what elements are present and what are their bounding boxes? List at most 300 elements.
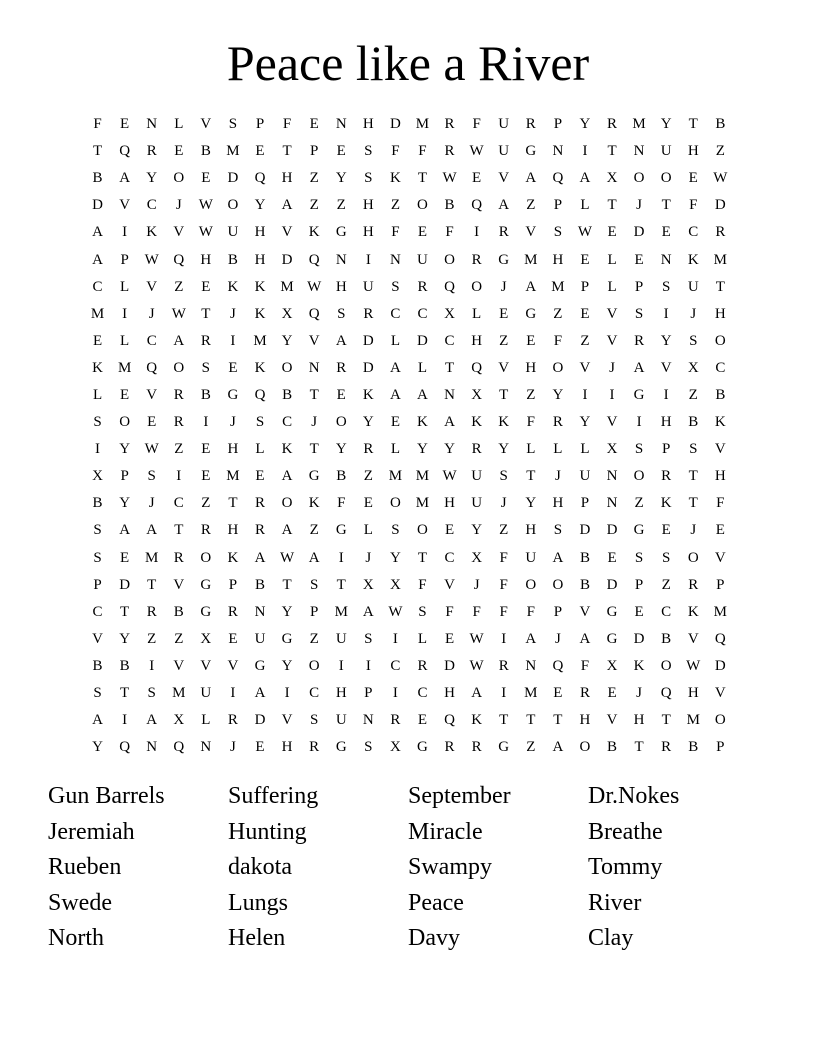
grid-letter: I — [284, 685, 290, 702]
grid-letter: G — [633, 522, 645, 539]
grid-letter: Q — [308, 251, 320, 268]
grid-letter: I — [203, 414, 209, 431]
grid-letter: B — [92, 495, 103, 512]
grid-letter: Z — [363, 468, 373, 485]
grid-letter: K — [714, 414, 726, 431]
word-list-item: Peace — [408, 889, 464, 916]
grid-letter: E — [390, 414, 400, 431]
grid-letter: K — [687, 603, 699, 620]
grid-letter: V — [146, 386, 158, 403]
grid-row — [84, 246, 734, 273]
grid-letter: T — [553, 712, 563, 729]
grid-letter: J — [554, 630, 561, 647]
grid-letter: K — [362, 386, 374, 403]
grid-letter: C — [390, 657, 401, 674]
grid-letter: R — [255, 522, 266, 539]
grid-letter: Z — [174, 441, 184, 458]
grid-letter: F — [499, 549, 508, 566]
grid-letter: C — [173, 495, 184, 512]
grid-letter: O — [227, 197, 239, 214]
grid-letter: P — [364, 685, 373, 702]
word-list-item: River — [588, 889, 642, 916]
grid-letter: F — [93, 116, 102, 133]
grid-letter: F — [526, 603, 535, 620]
grid-letter: X — [389, 739, 401, 756]
grid-letter: U — [335, 712, 347, 729]
grid-letter: P — [716, 576, 725, 593]
grid-letter: X — [606, 170, 618, 187]
grid-row — [84, 138, 734, 165]
grid-letter: N — [606, 495, 618, 512]
word-list-item: Lungs — [228, 889, 288, 916]
grid-letter: S — [391, 278, 400, 295]
grid-letter: W — [442, 468, 457, 485]
grid-letter: B — [715, 386, 726, 403]
grid-letter: J — [175, 197, 182, 214]
grid-letter: K — [660, 495, 672, 512]
grid-letter: R — [471, 739, 482, 756]
grid-letter: V — [606, 305, 618, 322]
grid-letter: H — [335, 685, 347, 702]
grid-letter: A — [281, 468, 293, 485]
grid-row — [84, 680, 734, 707]
grid-letter: R — [444, 116, 455, 133]
grid-letter: E — [147, 414, 157, 431]
grid-letter: R — [309, 739, 320, 756]
grid-letter: V — [444, 576, 455, 593]
grid-letter: S — [93, 522, 102, 539]
grid-letter: Y — [281, 603, 293, 620]
grid-letter: E — [255, 468, 265, 485]
grid-letter: R — [417, 278, 428, 295]
grid-letter: R — [552, 414, 563, 431]
grid-letter: J — [230, 305, 236, 322]
grid-letter: M — [117, 359, 132, 376]
grid-letter: E — [526, 332, 536, 349]
grid-letter: N — [335, 251, 347, 268]
grid-letter: E — [444, 630, 455, 647]
grid-letter: I — [636, 414, 642, 431]
grid-letter: H — [633, 712, 645, 729]
grid-letter: X — [362, 576, 374, 593]
grid-letter: R — [661, 468, 672, 485]
grid-letter: T — [417, 549, 428, 566]
grid-letter: H — [687, 143, 699, 160]
grid-letter: D — [606, 576, 618, 593]
grid-letter: F — [418, 143, 427, 160]
grid-letter: Q — [471, 359, 483, 376]
grid-letter: Y — [444, 441, 455, 458]
grid-letter: T — [92, 143, 103, 160]
grid-letter: T — [147, 576, 157, 593]
grid-letter: M — [280, 278, 294, 295]
grid-letter: Q — [254, 386, 266, 403]
grid-letter: Y — [254, 197, 266, 214]
grid-letter: G — [633, 386, 645, 403]
grid-row — [84, 165, 734, 192]
grid-letter: N — [552, 143, 564, 160]
grid-letter: R — [688, 576, 699, 593]
grid-letter: K — [281, 441, 293, 458]
word-list-item: Tommy — [588, 854, 663, 881]
grid-letter: X — [687, 359, 699, 376]
grid-letter: Y — [281, 657, 293, 674]
grid-letter: G — [417, 739, 428, 756]
grid-letter: U — [471, 495, 483, 512]
grid-letter: H — [254, 224, 266, 241]
grid-letter: J — [148, 495, 155, 512]
grid-letter: O — [660, 170, 672, 187]
grid-letter: E — [120, 386, 130, 403]
grid-letter: K — [471, 712, 483, 729]
grid-letter: J — [554, 468, 561, 485]
word-list — [48, 779, 768, 957]
grid-letter: U — [525, 549, 537, 566]
grid-letter: E — [228, 630, 238, 647]
grid-letter: E — [688, 170, 698, 187]
grid-letter: Q — [254, 170, 266, 187]
grid-letter: E — [363, 495, 373, 512]
grid-letter: E — [580, 305, 590, 322]
word-list-item: Miracle — [408, 818, 483, 845]
grid-letter: P — [120, 251, 129, 268]
grid-letter: W — [388, 603, 403, 620]
grid-letter: E — [174, 143, 184, 160]
grid-letter: F — [445, 224, 454, 241]
grid-letter: N — [389, 251, 401, 268]
grid-letter: K — [227, 278, 239, 295]
grid-letter: F — [499, 603, 508, 620]
grid-letter: Y — [525, 495, 537, 512]
grid-letter: U — [254, 630, 266, 647]
grid-letter: S — [337, 305, 346, 322]
grid-letter: G — [200, 576, 212, 593]
grid-letter: F — [418, 576, 427, 593]
grid-letter: A — [146, 712, 158, 729]
grid-letter: I — [392, 685, 398, 702]
grid-letter: C — [309, 685, 320, 702]
grid-letter: O — [335, 414, 347, 431]
grid-letter: V — [227, 657, 239, 674]
grid-letter: M — [415, 116, 430, 133]
grid-letter: T — [417, 170, 428, 187]
grid-letter: I — [474, 224, 480, 241]
grid-letter: D — [227, 170, 239, 187]
grid-letter: B — [92, 657, 103, 674]
grid-letter: E — [336, 386, 346, 403]
grid-letter: Z — [580, 332, 590, 349]
grid-row — [84, 545, 734, 572]
grid-letter: H — [552, 495, 564, 512]
grid-letter: K — [633, 657, 645, 674]
grid-letter: Y — [146, 170, 158, 187]
grid-letter: Y — [281, 332, 293, 349]
grid-letter: P — [553, 116, 563, 133]
grid-letter: J — [690, 305, 697, 322]
grid-letter: I — [338, 657, 344, 674]
grid-letter: F — [716, 495, 725, 512]
grid-letter: V — [173, 576, 185, 593]
grid-letter: S — [228, 116, 238, 133]
grid-letter: Y — [119, 495, 131, 512]
grid-letter: L — [553, 441, 563, 458]
grid-letter: R — [173, 549, 184, 566]
grid-letter: N — [660, 251, 672, 268]
grid-letter: Z — [526, 386, 536, 403]
grid-letter: O — [417, 197, 428, 214]
grid-letter: I — [176, 468, 182, 485]
grid-letter: R — [200, 522, 211, 539]
grid-letter: H — [579, 712, 591, 729]
grid-letter: Y — [389, 549, 401, 566]
grid-letter: V — [579, 603, 591, 620]
grid-row — [84, 301, 734, 328]
grid-letter: F — [337, 495, 346, 512]
grid-letter: P — [662, 441, 671, 458]
grid-letter: Q — [714, 630, 726, 647]
grid-letter: K — [254, 278, 266, 295]
grid-letter: B — [688, 414, 699, 431]
grid-letter: Z — [147, 630, 157, 647]
grid-letter: O — [687, 549, 699, 566]
grid-letter: Q — [308, 305, 320, 322]
grid-letter: E — [417, 224, 428, 241]
grid-letter: G — [606, 603, 618, 620]
grid-letter: T — [499, 712, 509, 729]
grid-letter: J — [473, 576, 480, 593]
grid-letter: E — [120, 116, 130, 133]
grid-letter: T — [607, 143, 617, 160]
grid-letter: Q — [660, 685, 672, 702]
grid-letter: N — [200, 739, 212, 756]
word-list-item: Swede — [48, 889, 112, 916]
grid-letter: W — [144, 441, 159, 458]
word-list-item: Hunting — [228, 818, 307, 845]
grid-letter: E — [472, 170, 482, 187]
grid-letter: A — [308, 549, 320, 566]
grid-letter: X — [444, 305, 455, 322]
grid-letter: R — [146, 143, 157, 160]
grid-letter: S — [662, 278, 671, 295]
grid-letter: I — [365, 657, 371, 674]
grid-letter: A — [119, 522, 131, 539]
grid-letter: A — [579, 630, 591, 647]
grid-letter: L — [174, 116, 184, 133]
grid-letter: R — [498, 657, 509, 674]
grid-letter: Z — [553, 305, 563, 322]
grid-letter: S — [147, 685, 156, 702]
grid-letter: A — [633, 359, 645, 376]
grid-letter: P — [634, 278, 644, 295]
word-list-item: Swampy — [408, 854, 492, 881]
grid-letter: D — [714, 197, 726, 214]
grid-letter: M — [713, 251, 727, 268]
grid-letter: C — [715, 359, 726, 376]
grid-letter: J — [609, 359, 615, 376]
grid-letter: T — [688, 468, 698, 485]
grid-letter: V — [92, 630, 103, 647]
grid-letter: A — [281, 197, 293, 214]
grid-letter: D — [362, 332, 374, 349]
grid-letter: A — [335, 332, 347, 349]
grid-letter: Z — [499, 332, 509, 349]
grid-letter: V — [146, 278, 158, 295]
grid-letter: A — [281, 522, 293, 539]
grid-letter: D — [633, 224, 645, 241]
grid-letter: S — [255, 414, 265, 431]
grid-letter: E — [607, 685, 617, 702]
grid-letter: X — [606, 441, 618, 458]
grid-letter: J — [230, 739, 236, 756]
grid-letter: X — [471, 549, 483, 566]
grid-row — [84, 111, 734, 138]
grid-letter: T — [499, 386, 509, 403]
grid-letter: U — [362, 278, 374, 295]
grid-letter: Q — [444, 278, 455, 295]
grid-letter: E — [499, 305, 509, 322]
grid-letter: Q — [471, 197, 483, 214]
grid-letter: A — [444, 414, 455, 431]
grid-row — [84, 436, 734, 463]
grid-letter: M — [524, 251, 538, 268]
grid-letter: D — [714, 657, 726, 674]
grid-letter: N — [335, 116, 347, 133]
grid-letter: O — [281, 495, 293, 512]
grid-letter: X — [606, 657, 618, 674]
grid-letter: A — [92, 224, 103, 241]
grid-letter: S — [364, 143, 373, 160]
grid-letter: V — [714, 685, 726, 702]
grid-letter: K — [254, 359, 266, 376]
grid-letter: G — [335, 224, 347, 241]
grid-letter: L — [607, 251, 617, 268]
grid-letter: P — [553, 197, 563, 214]
grid-letter: V — [173, 224, 185, 241]
grid-letter: E — [255, 739, 265, 756]
grid-letter: Z — [174, 278, 184, 295]
grid-letter: Q — [146, 359, 158, 376]
grid-letter: R — [417, 657, 428, 674]
grid-letter: A — [417, 386, 428, 403]
grid-letter: W — [713, 170, 728, 187]
grid-letter: P — [553, 603, 563, 620]
grid-letter: C — [146, 197, 157, 214]
grid-letter: W — [469, 630, 484, 647]
grid-letter: T — [120, 603, 130, 620]
grid-letter: W — [198, 224, 213, 241]
grid-letter: K — [308, 224, 320, 241]
grid-letter: U — [227, 224, 239, 241]
grid-letter: D — [633, 630, 645, 647]
grid-letter: P — [93, 576, 102, 593]
grid-letter: A — [389, 359, 401, 376]
grid-letter: R — [390, 712, 401, 729]
grid-letter: O — [579, 739, 591, 756]
grid-letter: F — [445, 603, 454, 620]
grid-letter: X — [389, 576, 401, 593]
grid-letter: Y — [119, 441, 131, 458]
grid-row — [84, 734, 734, 761]
grid-letter: R — [227, 712, 238, 729]
grid-letter: T — [444, 359, 455, 376]
grid-letter: Z — [309, 170, 319, 187]
grid-letter: Q — [552, 657, 564, 674]
grid-letter: S — [93, 414, 102, 431]
grid-letter: D — [92, 197, 103, 214]
grid-letter: A — [525, 630, 537, 647]
grid-letter: Q — [552, 170, 564, 187]
grid-row — [84, 707, 734, 734]
grid-letter: R — [200, 332, 211, 349]
grid-letter: A — [92, 251, 103, 268]
grid-letter: M — [226, 468, 240, 485]
grid-letter: V — [119, 197, 131, 214]
grid-letter: S — [201, 359, 211, 376]
grid-letter: S — [93, 685, 102, 702]
grid-letter: Q — [173, 251, 185, 268]
grid-letter: L — [363, 522, 373, 539]
grid-letter: N — [362, 712, 374, 729]
grid-letter: L — [417, 630, 428, 647]
grid-letter: Y — [362, 414, 374, 431]
grid-letter: O — [119, 414, 131, 431]
grid-letter: N — [525, 657, 537, 674]
grid-letter: T — [201, 305, 211, 322]
grid-letter: B — [119, 657, 130, 674]
grid-letter: K — [308, 495, 320, 512]
grid-letter: S — [689, 332, 698, 349]
grid-letter: X — [200, 630, 212, 647]
grid-letter: E — [92, 332, 103, 349]
grid-letter: V — [281, 224, 293, 241]
word-list-item: dakota — [228, 854, 292, 881]
grid-letter: V — [308, 332, 320, 349]
grid-letter: Z — [526, 197, 536, 214]
grid-letter: H — [660, 414, 672, 431]
grid-letter: H — [281, 739, 293, 756]
grid-letter: Z — [309, 197, 319, 214]
grid-letter: S — [364, 739, 373, 756]
grid-letter: E — [201, 468, 211, 485]
grid-letter: I — [609, 386, 615, 403]
grid-letter: W — [198, 197, 213, 214]
grid-letter: O — [552, 359, 564, 376]
grid-row — [84, 463, 734, 490]
grid-letter: V — [606, 712, 618, 729]
grid-letter: F — [526, 414, 535, 431]
grid-letter: W — [307, 278, 322, 295]
word-list-item: Gun Barrels — [48, 783, 165, 809]
grid-letter: N — [146, 116, 158, 133]
grid-letter: N — [606, 468, 618, 485]
grid-letter: V — [714, 549, 726, 566]
grid-letter: B — [92, 170, 103, 187]
grid-letter: E — [634, 603, 644, 620]
grid-letter: G — [335, 522, 347, 539]
grid-letter: I — [582, 386, 588, 403]
grid-letter: H — [362, 224, 374, 241]
grid-letter: M — [415, 495, 430, 512]
grid-letter: L — [607, 278, 617, 295]
grid-letter: G — [308, 468, 320, 485]
grid-letter: H — [444, 495, 455, 512]
grid-letter: B — [715, 116, 726, 133]
grid-letter: R — [444, 143, 455, 160]
grid-letter: X — [471, 386, 483, 403]
grid-letter: C — [688, 224, 699, 241]
grid-letter: I — [663, 305, 669, 322]
grid-letter: H — [335, 278, 347, 295]
